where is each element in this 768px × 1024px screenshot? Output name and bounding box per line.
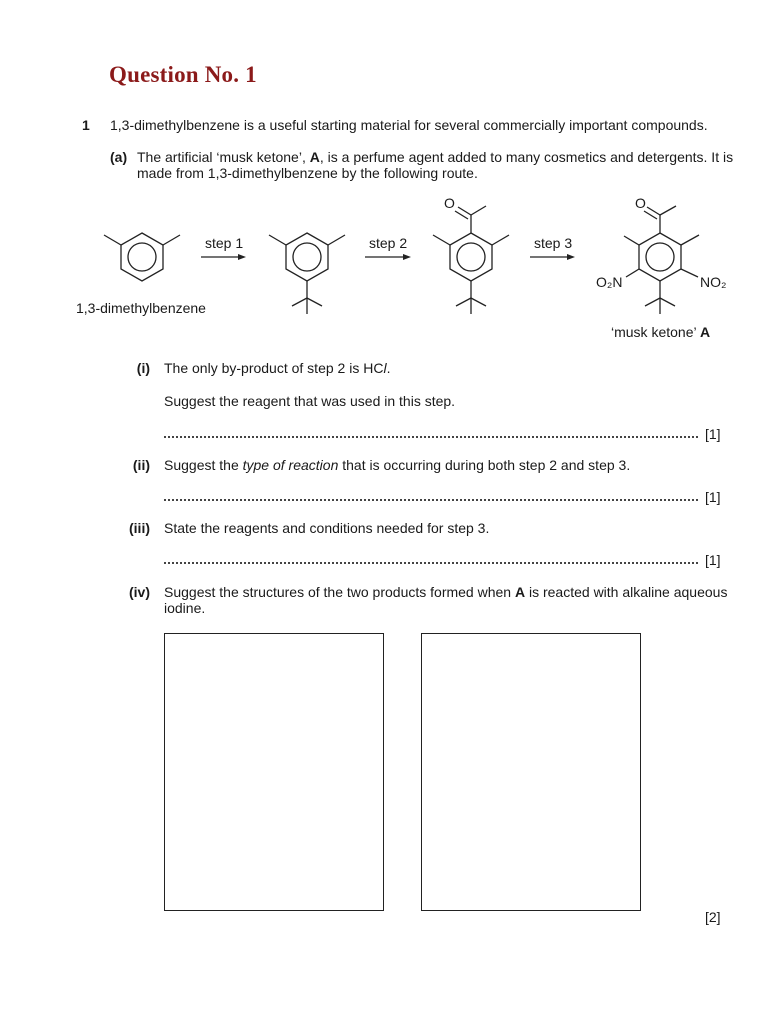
sub-iv-bold: A <box>514 584 526 600</box>
product-label <box>611 324 710 340</box>
mark-iii: [1] <box>705 552 721 568</box>
part-a-text-2: , is a perfume agent added to many cosmetics and detergents. It is made from 1,3-dimethylbenzene by the following route. <box>137 149 734 181</box>
answer-line-i[interactable] <box>164 434 698 438</box>
sub-iv-post: is reacted with alkaline aqueous iodine. <box>164 584 728 616</box>
sub-iv-text <box>164 584 729 616</box>
part-a-text-1: The artificial ‘musk ketone’, <box>137 149 310 165</box>
answer-line-ii[interactable] <box>164 497 698 501</box>
part-a-text <box>137 149 737 181</box>
sub-ii-italic: type of reaction <box>242 457 339 473</box>
sub-iv-pre: Suggest the structures of the two products formed when <box>164 584 515 600</box>
molecule-musk-ketone <box>624 206 699 314</box>
step1-label: step 1 <box>205 235 244 251</box>
start-compound-label: 1,3-dimethylbenzene <box>76 300 206 316</box>
sub-ii-post: that is occurring during both step 2 and step 3. <box>338 457 631 473</box>
part-a-label: (a) <box>110 149 128 165</box>
arrowhead-2 <box>403 254 411 260</box>
product-label-text: ‘musk ketone’ <box>611 324 700 340</box>
sub-ii-text <box>164 457 630 473</box>
sub-iii-label: (iii) <box>129 520 150 536</box>
product-label-bold: A <box>699 324 711 340</box>
arrowhead-3 <box>567 254 575 260</box>
reaction-scheme <box>0 190 768 350</box>
sub-ii-label: (ii) <box>132 457 150 473</box>
molecule-ketone-intermediate <box>433 206 509 314</box>
part-a-text-bold: A <box>309 149 320 165</box>
sub-i-label: (i) <box>136 360 150 376</box>
no2-group: NO₂ <box>700 274 727 290</box>
sub-ii-pre: Suggest the <box>164 457 243 473</box>
page-title: Question No. 1 <box>109 62 257 87</box>
question-intro: 1,3-dimethylbenzene is a useful starting material for several commercially important compounds. <box>110 117 708 133</box>
question-number: 1 <box>82 117 90 133</box>
sub-i-line2: Suggest the reagent that was used in this step. <box>164 393 456 409</box>
mark-iv: [2] <box>705 909 721 925</box>
oxygen-atom-2: O <box>635 195 646 211</box>
arrowhead-1 <box>238 254 246 260</box>
sub-i-line1-post: . <box>386 360 391 376</box>
step3-label: step 3 <box>534 235 573 251</box>
oxygen-atom-1: O <box>444 195 455 211</box>
molecule-tertbutyl <box>269 233 345 314</box>
sub-iii-text: State the reagents and conditions needed for step 3. <box>164 520 490 536</box>
sub-i-line1-pre: The only by-product of step 2 is HC <box>164 360 384 376</box>
mark-i: [1] <box>705 426 721 442</box>
molecule-dimethylbenzene <box>104 233 180 281</box>
o2n-group: O₂N <box>596 274 623 290</box>
answer-line-iii[interactable] <box>164 560 698 564</box>
step2-label: step 2 <box>369 235 408 251</box>
mark-ii: [1] <box>705 489 721 505</box>
answer-box-2[interactable] <box>421 633 641 911</box>
sub-i-line1 <box>164 360 390 376</box>
answer-box-1[interactable] <box>164 633 384 911</box>
sub-i-line1-italic: l <box>383 360 387 376</box>
sub-iv-label: (iv) <box>129 584 150 600</box>
